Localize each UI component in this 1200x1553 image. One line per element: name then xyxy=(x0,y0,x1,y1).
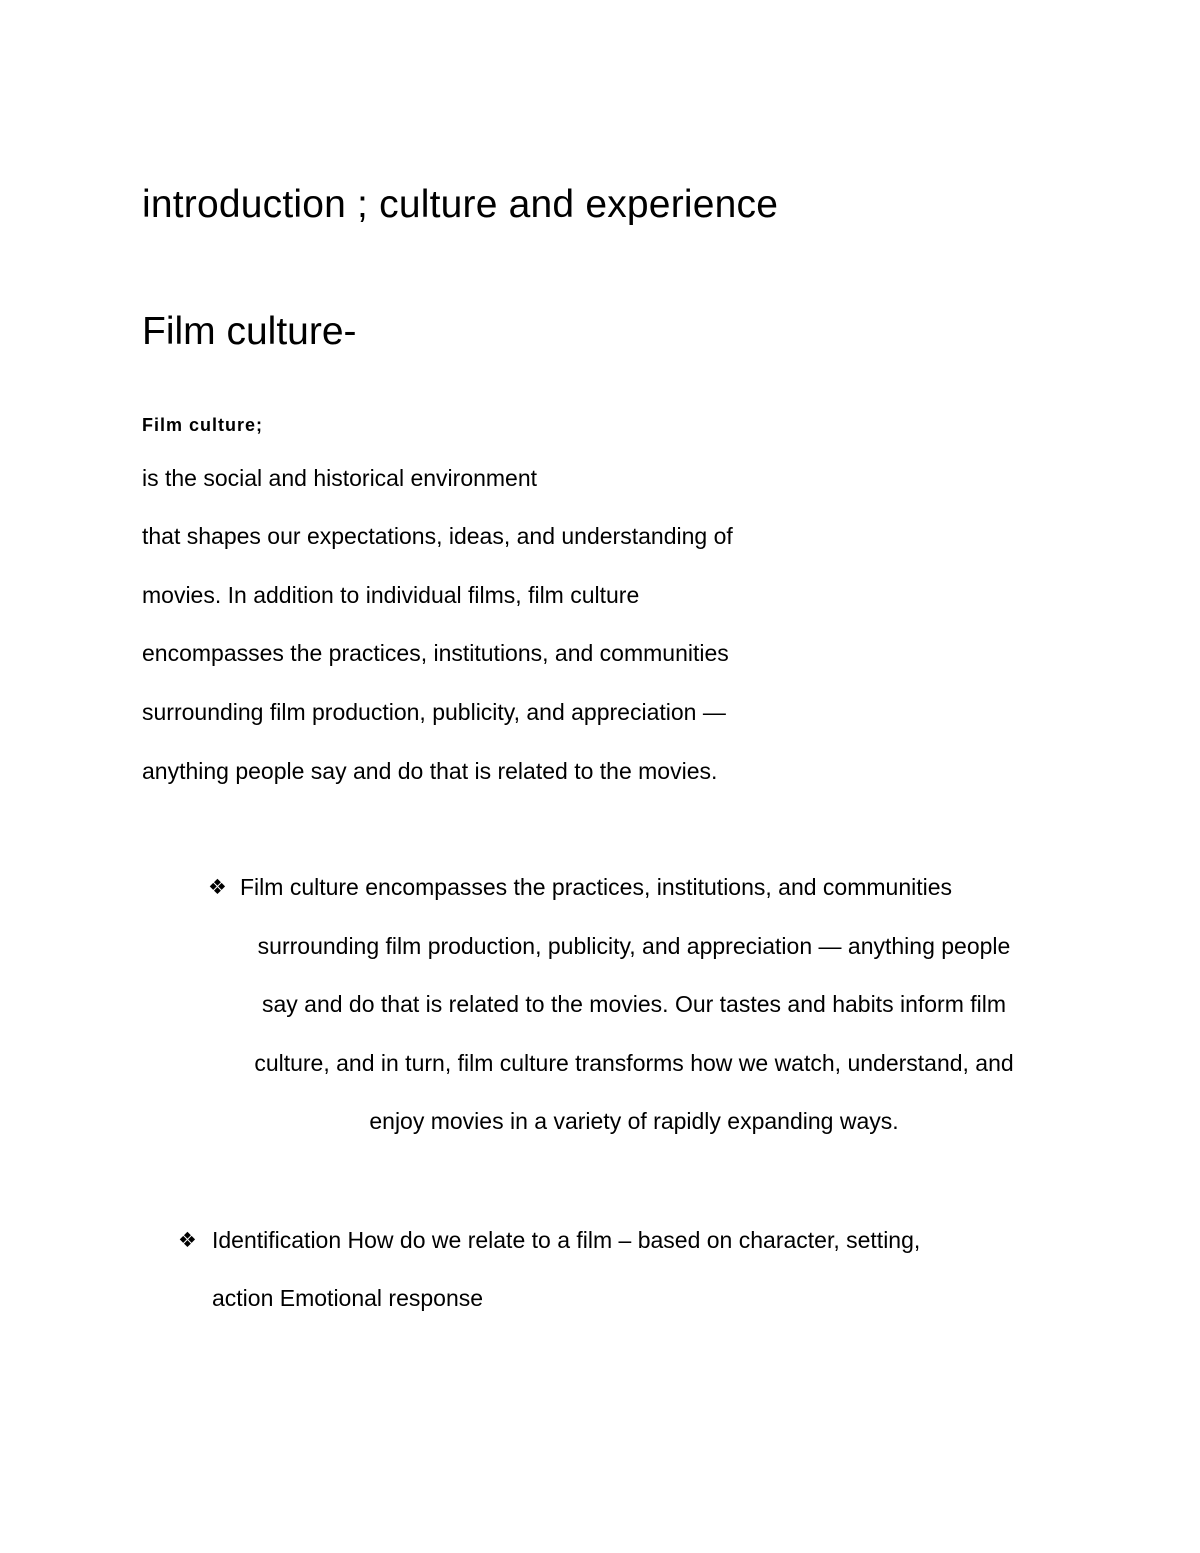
bullet-line: culture, and in turn, film culture transforms how we watch, understand, and xyxy=(254,1050,1014,1076)
diamond-bullet-icon: ❖ xyxy=(208,875,227,899)
definition-line: movies. In addition to individual films, film culture xyxy=(142,582,640,608)
bullet-line: enjoy movies in a variety of rapidly expanding ways. xyxy=(369,1108,899,1134)
document-title: introduction ; culture and experience xyxy=(142,183,779,226)
bullet-line: Identification How do we relate to a film – based on character, setting, xyxy=(212,1227,921,1253)
diamond-bullet-icon: ❖ xyxy=(178,1228,197,1252)
definition-line: surrounding film production, publicity, and appreciation — xyxy=(142,699,726,725)
bullet-line: surrounding film production, publicity, and appreciation — anything people xyxy=(257,933,1011,959)
definition-line: is the social and historical environment xyxy=(142,465,538,491)
section-heading: Film culture- xyxy=(142,310,357,353)
bullet-line: action Emotional response xyxy=(212,1285,484,1311)
term-label: Film culture; xyxy=(142,415,264,435)
definition-line: encompasses the practices, institutions, and communities xyxy=(142,640,729,666)
definition-line: that shapes our expectations, ideas, and understanding of xyxy=(142,523,733,549)
bullet-line: Film culture encompasses the practices, institutions, and communities xyxy=(240,874,953,900)
definition-line: anything people say and do that is related to the movies. xyxy=(142,758,718,784)
bullet-line: say and do that is related to the movies. Our tastes and habits inform film xyxy=(261,991,1007,1017)
